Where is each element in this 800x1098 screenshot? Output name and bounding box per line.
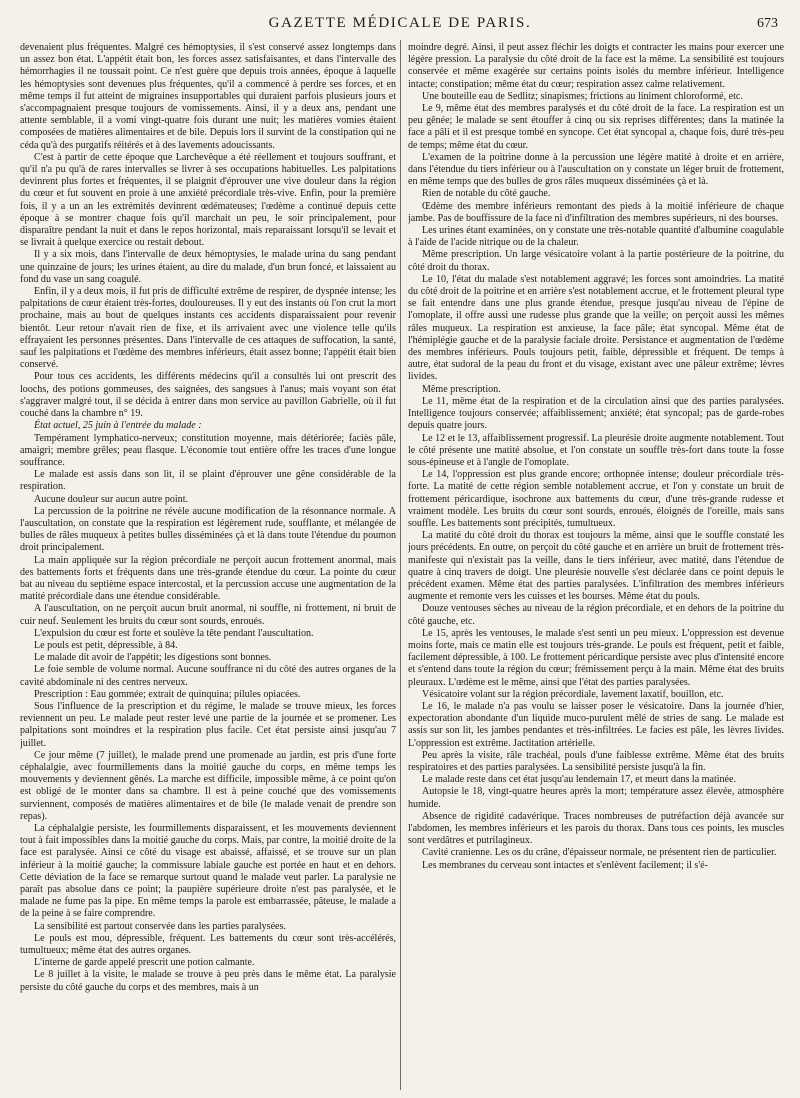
paragraph: C'est à partir de cette époque que Larchevêque a été réellement et toujours souffrant, et qu'il n'a pu qu'à de rares intervalles se livrer à ses occupations habituelles. Les palpitations devinrent plus fortes et fréquentes, il se plaignit d'éprouver une vive douleur dans la région du cœur et fut souvent en proie à une anxiété précordiale très-vive. Enfin, pour la première fois, il y a un an les extrémités devinrent œdémateuses; l'œdème a continué depuis cette époque à se montrer chaque fois qu'il marchait un peu, le soir principalement, pour disparaître pendant la nuit et dans le repos horizontal, mais reparaissant lorsqu'il se levait et se livrait à quelque exercice ou restait debout. — [20, 151, 396, 249]
paragraph: Le pouls est mou, dépressible, fréquent. Les battements du cœur sont très-accélérés, tumultueux; même état des autres organes. — [20, 932, 396, 957]
paragraph: Vésicatoire volant sur la région précordiale, lavement laxatif, bouillon, etc. — [422, 688, 724, 700]
paragraph: Ce jour même (7 juillet), le malade prend une promenade au jardin, est pris d'une forte céphalalgie, avec fourmillements dans la moitié gauche du corps, en même temps les mouvements y deviennent gênés. La marche est difficile, impossible même, à ce point qu'on est obligé de le monter dans sa chambre. Il est à peine couché que des vomissements surviennent, composés de matières alimentaires et de bile (le malade venait de prendre son repas). — [20, 749, 396, 822]
paragraph: Le malade dit avoir de l'appétit; les digestions sont bonnes. — [34, 652, 272, 664]
paragraph: Le 8 juillet à la visite, le malade se trouve à peu près dans le même état. La paralysie persiste du côté gauche du corps et des membres, mais à un — [20, 969, 396, 993]
paragraph: Le 10, l'état du malade s'est notablement aggravé; les forces sont amoindries. La matité du côté droit de la poitrine et en arrière s'est notablement accrue, et le frottement pleural type se fait entendre dans une plus grande étendue, presque jusqu'au niveau de l'épine de l'omoplate, il offre aussi une rudesse plus grande que la veille; on perçoit aussi les mêmes râles muqueux. La respiration est anxieuse, la face pâle; état syncopal. Même état de l'hémiplégie gauche et de la paralysie faciale droite. Persistance et augmentation de l'œdème des membres inférieurs. Pouls toujours petit, faible, dépressible et fréquent. De temps à autre, état sudoral de la peau du front et du visage, existant avec une pâleur extrême; lèvres livides. — [408, 273, 784, 383]
left-column — [20, 42, 396, 1092]
paragraph: devenaient plus fréquentes. Malgré ces hémoptysies, il s'est conservé assez longtemps dans un assez bon état. L'appétit était bon, les forces assez satisfaisantes, et dans l'intervalle des hémorrhagies il ne toussait point. Ce n'est guère que depuis trois années, époque à laquelle les hémoptysies sont devenues plus fréquentes, qu'il a commencé à perdre ses forces, et en même temps il fut atteint de migraines insupportables qui duraient parfois plusieurs jours et s'accompagnaient presque toujours de vomissements. Ainsi, il y a deux ans, pendant une attente semblable, il a vomi vingt-quatre fois durant une nuit; les matières vomies étaient composées de matières alimentaires et de bile. Depuis lors il survint de la constipation qui ne céda qu'à des purgatifs réitérés et à des lavements adoucissants. — [20, 42, 396, 151]
paragraph: Même prescription. — [422, 383, 501, 395]
paragraph: Peu après la visite, râle trachéal, pouls d'une faiblesse extrême. Même état des bruits respiratoires et des parties paralysées. La sensibilité persiste jusqu'à la fin. — [408, 749, 784, 773]
paragraph: Sous l'influence de la prescription et du régime, le malade se trouve mieux, les forces reviennent un peu. Le malade peut rester levé une partie de la journée et se promener. Les palpitations sont moindres et la respiration plus facile. Cet état persiste ainsi jusqu'au 7 juillet. — [20, 700, 396, 749]
paragraph: A l'auscultation, on ne perçoit aucun bruit anormal, ni souffle, ni frottement, ni bruit de cuir neuf. Seulement les bruits du cœur sont sourds, enroués. — [20, 603, 396, 627]
paragraph: Il y a six mois, dans l'intervalle de deux hémoptysies, le malade urina du sang pendant une quinzaine de jours; les urines étaient, au dire du malade, d'un brun foncé, et laissaient au fond du vase un sang coagulé. — [20, 249, 396, 285]
paragraph: La sensibilité est partout conservée dans les parties paralysées. — [34, 920, 286, 932]
paragraph: Le 9, même état des membres paralysés et du côté droit de la face. La respiration est un peu gênée; le malade se sent étouffer à cinq ou six reprises différentes; dans la matinée la face a pâli et il est presque tombé en syncope. Cet état syncopal a, chaque fois, duré très-peu de temps; même état du cœur. — [408, 103, 784, 151]
paragraph: Le malade reste dans cet état jusqu'au lendemain 17, et meurt dans la matinée. — [422, 774, 736, 786]
paragraph: moindre degré. Ainsi, il peut assez fléchir les doigts et contracter les mains pour exercer une légère pression. La paralysie du côté droit de la face est la même. La sensibilité est toujours conservée et même exagérée sur certains points isolés du membre inférieur. Intelligence intacte; constipation; même état du cœur; respiration assez calme relativement. — [408, 42, 784, 90]
paragraph: L'examen de la poitrine donne à la percussion une légère matité à droite et en arrière, dans l'étendue du tiers inférieur ou à l'auscultation on y constate un léger bruit de frottement, en même temps que des bulles de gros râles muqueux disséminées çà et là. — [408, 151, 784, 188]
section-heading: État actuel, 25 juin à l'entrée du malade : — [34, 420, 202, 432]
paragraph: Cavité cranienne. Les os du crâne, d'épaisseur normale, ne présentent rien de particulier. — [422, 847, 777, 859]
paragraph: Le malade est assis dans son lit, il se plaint d'éprouver une gêne considérable de la respiration. — [20, 469, 396, 493]
paragraph: Le pouls est petit, dépressible, à 84. — [34, 639, 178, 651]
paragraph: Le 15, après les ventouses, le malade s'est senti un peu mieux. L'oppression est devenue moins forte, mais ce matin elle est toujours très-grande. Le pouls est fréquent, petit et faible, facilement dépressible, à 100. Le frottement péricardique persiste avec plus d'intensité encore et s'entend dans toute la région du cœur; frémissement perçu à la main. Même état des bruits pleuraux. L'œdème est le même, ainsi que l'état des parties paralysées. — [408, 627, 784, 688]
page-number: 673 — [757, 16, 778, 31]
paragraph: Prescription : Eau gommée; extrait de quinquina; pilules opiacées. — [34, 688, 301, 700]
paragraph: Le 16, le malade n'a pas voulu se laisser poser le vésicatoire. Dans la journée d'hier, expectoration abondante d'un liquide muco-purulent mêlé de stries de sang. Le malade est assis sur son lit, les jambes pendantes et très-infiltrées. Le facies est pâle, les lèvres livides. L'oppression est extrême. Jactitation artérielle. — [408, 700, 784, 749]
paragraph: Rien de notable du côté gauche. — [422, 188, 551, 200]
paragraph: La percussion de la poitrine ne révèle aucune modification de la résonnance normale. A l'auscultation, on constate que la respiration est légèrement rude, soufflante, et mélangée de bulles de râles muqueux à petites bulles disséminées çà et là dans toute l'étendue du poumon droit principalement. — [20, 505, 396, 554]
page-header — [20, 14, 780, 38]
paragraph: L'expulsion du cœur est forte et soulève la tête pendant l'auscultation. — [34, 627, 314, 639]
paragraph: Absence de rigidité cadavérique. Traces nombreuses de putréfaction déjà avancée sur l'abdomen, les membres inférieurs et les parois du thorax. Dans tous ces points, les muscles sont verdâtres et putrilagineux. — [408, 810, 784, 847]
journal-title: GAZETTE MÉDICALE DE PARIS. — [268, 15, 532, 31]
right-column — [408, 42, 784, 1092]
paragraph: Le foie semble de volume normal. Aucune souffrance ni du côté des autres organes de la cavité abdominale ni des centres nerveux. — [20, 664, 396, 688]
paragraph: Une bouteille eau de Sedlitz; sinapismes; frictions au liniment chloroformé, etc. — [422, 90, 743, 102]
paragraph: Pour tous ces accidents, les différents médecins qu'il a consultés lui ont prescrit des loochs, des potions gommeuses, des saignées, des sangsues à l'anus; mais voyant son état s'aggraver malgré tout, il se décida à entrer dans mon service au pavillon Gabrielle, où il fut couché dans la chambre n° 19. — [20, 371, 396, 420]
paragraph: Douze ventouses sèches au niveau de la région précordiale, et en dehors de la poitrine du côté gauche, etc. — [408, 603, 784, 627]
paragraph: Aucune douleur sur aucun autre point. — [34, 493, 189, 505]
column-divider — [400, 40, 401, 1090]
paragraph: La matité du côté droit du thorax est toujours la même, ainsi que le souffle constaté les jours précédents. En outre, on perçoit du côté gauche et en arrière un bruit de frottement très-manifeste qui n'existait pas la veille, dans le tiers inférieur, avec matité, dans l'étendue de quatre à cinq travers de doigt. Une pleurésie nouvelle s'est déclarée dans ce point depuis le précédent examen. Même état des parties paralysées. L'infiltration des membres inférieurs augmente et remonte vers les cuisses et les bourses. Même état du pouls. — [408, 530, 784, 603]
paragraph: Tempérament lymphatico-nerveux; constitution moyenne, mais détériorée; faciès pâle, amaigri; membre grêles; peau flasque. L'économie tout entière offre les traces d'une longue souffrance. — [20, 432, 396, 468]
paragraph: Le 11, même état de la respiration et de la circulation ainsi que des parties paralysées. Intelligence toujours conservée; affaiblissement; anxiété; état syncopal; pas de garde-robes depuis quatre jours. — [408, 395, 784, 432]
paragraph: La céphalalgie persiste, les fourmillements disparaissent, et les mouvements deviennent tout à fait impossibles dans la moitié gauche du corps. Mais, par contre, la moitié droite de la face est paralysée. Ainsi ce côté du visage est abaissé, affaissé, et se trouve sur un plan inférieur à la moitié gauche; la commissure labiale gauche est portée en haut et en dehors. Cette déviation de la face se remarque surtout quand le malade veut parler. La paralysie ne paraît pas absolue dans ce point; la paupière supérieure droite n'est pas paralysée, et le malade ne fume pas la pipe. En même temps la parole est embarrassée, pâteuse, le malade a de la peine à se faire comprendre. — [20, 823, 396, 920]
paragraph: Les membranes du cerveau sont intactes et s'enlèvent facilement; il s'é- — [422, 859, 708, 871]
paragraph: Même prescription. Un large vésicatoire volant à la partie postérieure de la poitrine, du côté droit du thorax. — [408, 249, 784, 273]
paragraph: Le 14, l'oppression est plus grande encore; orthopnée intense; douleur précordiale très-forte. La matité de cette région semble notablement accrue, et l'on y constate un bruit de frottement péricardique, isochrone aux battements du cœur, d'une très-grande rudesse et vraiment modèle. Les bruits du cœur sont sourds, enroués, éloignés de l'oreille, mais sans souffle. Les battements sont précipités, tumultueux. — [408, 469, 784, 529]
paragraph: La main appliquée sur la région précordiale ne perçoit aucun frottement anormal, mais des battements forts et fréquents dans une très-grande étendue du cœur. La pointe du cœur bat au niveau du septième espace intercostal, et la percussion accuse une augmentation de la matité précordiale dans une étendue considérable. — [20, 554, 396, 603]
paragraph: Œdème des membre inférieurs remontant des pieds à la moitié inférieure de chaque jambe. Pas de bouffissure de la face ni d'infiltration des membres supérieurs, ni des bourses. — [408, 200, 784, 224]
autopsy-paragraph: Autopsie le 18, vingt-quatre heures après la mort; température assez élevée, atmosphère humide. — [408, 786, 784, 810]
paragraph: L'interne de garde appelé prescrit une potion calmante. — [34, 957, 255, 969]
paragraph: Les urines étant examinées, on y constate une très-notable quantité d'albumine coagulable à l'aide de l'acide nitrique ou de la chaleur. — [408, 225, 784, 249]
paragraph: Le 12 et le 13, affaiblissement progressif. La pleurésie droite augmente notablement. Tout le côté présente une matité absolue, et l'on constate un souffle très-fort dans toute la fosse sous-épineuse et à l'angle de l'omoplate. — [408, 432, 784, 468]
paragraph: Enfin, il y a deux mois, il fut pris de difficulté extrême de respirer, de dyspnée intense; les palpitations de cœur étaient très-fortes, douloureuses. Il y eut des instants où l'on crut la mort prochaine, mais au bout de quelques instants ces accidents disparaissaient pour revenir bientôt. Leur retour n'avait rien de fixe, et ils arrivaient avec une violence telle qu'ils effrayaient les personnes présentes. Dans l'intervalle de ces attaques de suffocation, la santé, sauf les palpitations et l'œdème des membres inférieurs, était assez bonne; l'appétit était bien conservé. — [20, 286, 396, 371]
